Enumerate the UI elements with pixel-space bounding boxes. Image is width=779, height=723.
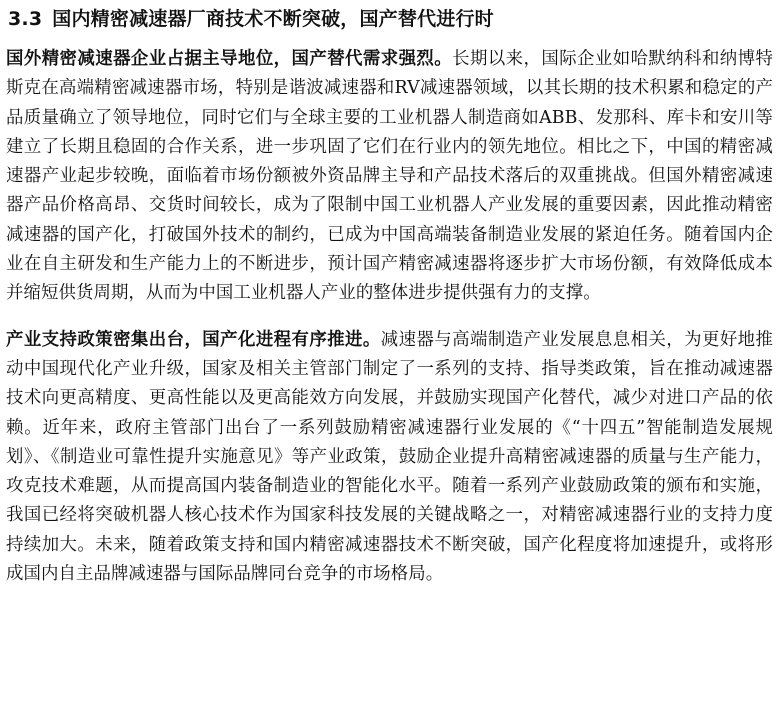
paragraph-lead: 国外精密减速器企业占据主导地位，国产替代需求强烈。	[6, 49, 453, 69]
section-title: 国内精密减速器厂商技术不断突破，国产替代进行时	[52, 8, 494, 30]
paragraph-domestic-substitution	[6, 45, 773, 309]
paragraph-policy-support	[6, 326, 773, 590]
paragraph-lead: 产业支持政策密集出台，国产化进程有序推进。	[6, 329, 381, 350]
document-page	[6, 6, 773, 589]
section-number: 3.3	[8, 8, 43, 30]
paragraph-body: 长期以来，国际企业如哈默纳科和纳博特斯克在高端精密减速器市场，特别是谐波减速器和RV减速器领域，以其长期的技术积累和稳定的产品质量确立了领导地位，同时它们与全球主要的工业机器人制造商如ABB、发那科、库卡和安川等建立了长期且稳固的合作关系，进一步巩固了它们在行业内的领先地位。相比之下，中国的精密减速器产业起步较晚，面临着市场份额被外资品牌主导和产品技术落后的双重挑战。但国外精密减速器产品价格高昂、交货时间较长，成为了限制中国工业机器人产业发展的重要因素，因此推动精密减速器的国产化，打破国外技术的制约，已成为中国高端装备制造业发展的紧迫任务。随着国内企业在自主研发和生产能力上的不断进步，预计国产精密减速器将逐步扩大市场份额，有效降低成本并缩短供货周期，从而为中国工业机器人产业的整体进步提供强有力的支撑。	[6, 49, 773, 304]
section-heading	[8, 6, 773, 32]
paragraph-body: 减速器与高端制造产业发展息息相关，为更好地推动中国现代化产业升级，国家及相关主管部门制定了一系列的支持、指导类政策，旨在推动减速器技术向更高精度、更高性能以及更高能效方向发展，并鼓励实现国产化替代，减少对进口产品的依赖。近年来，政府主管部门出台了一系列鼓励精密减速器行业发展的《“十四五”智能制造发展规划》、《制造业可靠性提升实施意见》等产业政策，鼓励企业提升高精密减速器的质量与生产能力，攻克技术难题，从而提高国内装备制造业的智能化水平。随着一系列产业鼓励政策的颁布和实施，我国已经将突破机器人核心技术作为国家科技发展的关键战略之一，对精密减速器行业的支持力度持续加大。未来，随着政策支持和国内精密减速器技术不断突破，国产化程度将加速提升，或将形成国内自主品牌减速器与国际品牌同台竞争的市场格局。	[6, 329, 774, 585]
